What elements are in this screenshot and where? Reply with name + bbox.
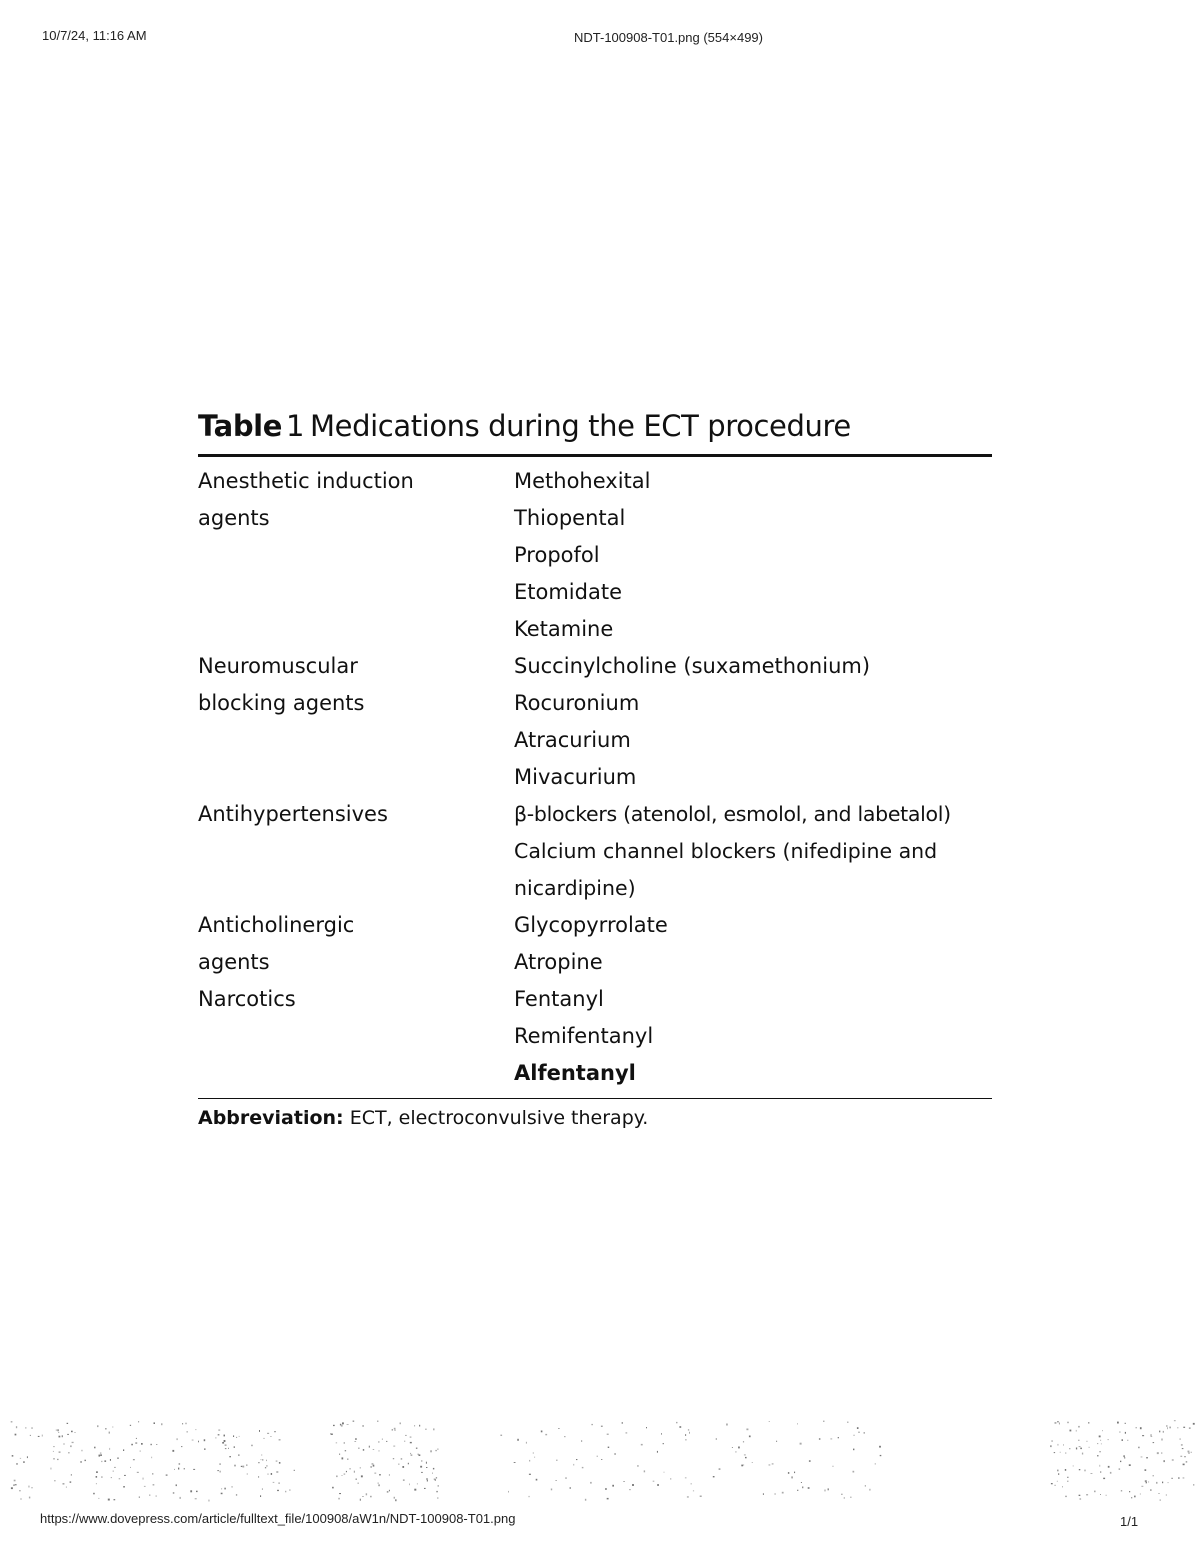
table-top-rule xyxy=(198,454,992,457)
footnote-text: ECT, electroconvulsive therapy. xyxy=(349,1107,649,1129)
table-row xyxy=(198,796,992,907)
medication-item: β-blockers (atenolol, esmolol, and labetalol) xyxy=(514,802,951,826)
table-row xyxy=(198,944,992,1092)
medications-cell xyxy=(514,463,992,648)
medication-item: Atropine xyxy=(514,950,603,974)
print-header-datetime: 10/7/24, 11:16 AM xyxy=(42,28,147,43)
table-caption-label: Table xyxy=(198,409,282,443)
medications-cell xyxy=(514,648,992,796)
medication-item: Propofol xyxy=(514,543,600,567)
print-header-title: NDT-100908-T01.png (554×499) xyxy=(574,30,763,45)
table-bottom-rule xyxy=(198,1098,992,1099)
medications-cell xyxy=(514,944,992,1092)
table-row xyxy=(198,648,992,796)
medication-item: Remifentanyl xyxy=(514,1024,654,1048)
medication-item: Thiopental xyxy=(514,506,626,530)
category-cell: Narcotics xyxy=(198,987,296,1011)
category-cell: Anticholinergic agents xyxy=(198,913,355,974)
medication-item: Atracurium xyxy=(514,728,631,752)
medication-item: Ketamine xyxy=(514,617,614,641)
medication-item: Methohexital xyxy=(514,469,651,493)
medication-item: Rocuronium xyxy=(514,691,640,715)
medications-table xyxy=(198,408,992,1131)
print-footer-page-number: 1/1 xyxy=(1120,1514,1139,1529)
footnote-label: Abbreviation: xyxy=(198,1107,344,1129)
medication-item: Mivacurium xyxy=(514,765,637,789)
medications-cell xyxy=(514,796,992,907)
scan-noise xyxy=(0,1415,1200,1505)
table-row xyxy=(198,463,992,648)
medication-item: Fentanyl xyxy=(514,987,604,1011)
print-footer-url: https://www.dovepress.com/article/fulltext_file/100908/aW1n/NDT-100908-T01.png xyxy=(40,1511,516,1526)
category-cell: Anesthetic induction agents xyxy=(198,469,414,530)
table-caption-number: 1 xyxy=(285,409,305,443)
category-cell: Antihypertensives xyxy=(198,802,388,826)
medication-item: Glycopyrrolate xyxy=(514,913,668,937)
medication-item: Succinylcholine (suxamethonium) xyxy=(514,654,871,678)
medication-item: Etomidate xyxy=(514,580,622,604)
medication-item: Alfentanyl xyxy=(514,1061,636,1085)
table-caption-text: Medications during the ECT procedure xyxy=(310,409,851,443)
table-caption xyxy=(198,408,992,444)
category-cell: Neuromuscular blocking agents xyxy=(198,654,365,715)
table-footnote xyxy=(198,1105,992,1131)
medication-item: Calcium channel blockers (nifedipine and nicardipine) xyxy=(514,839,938,900)
